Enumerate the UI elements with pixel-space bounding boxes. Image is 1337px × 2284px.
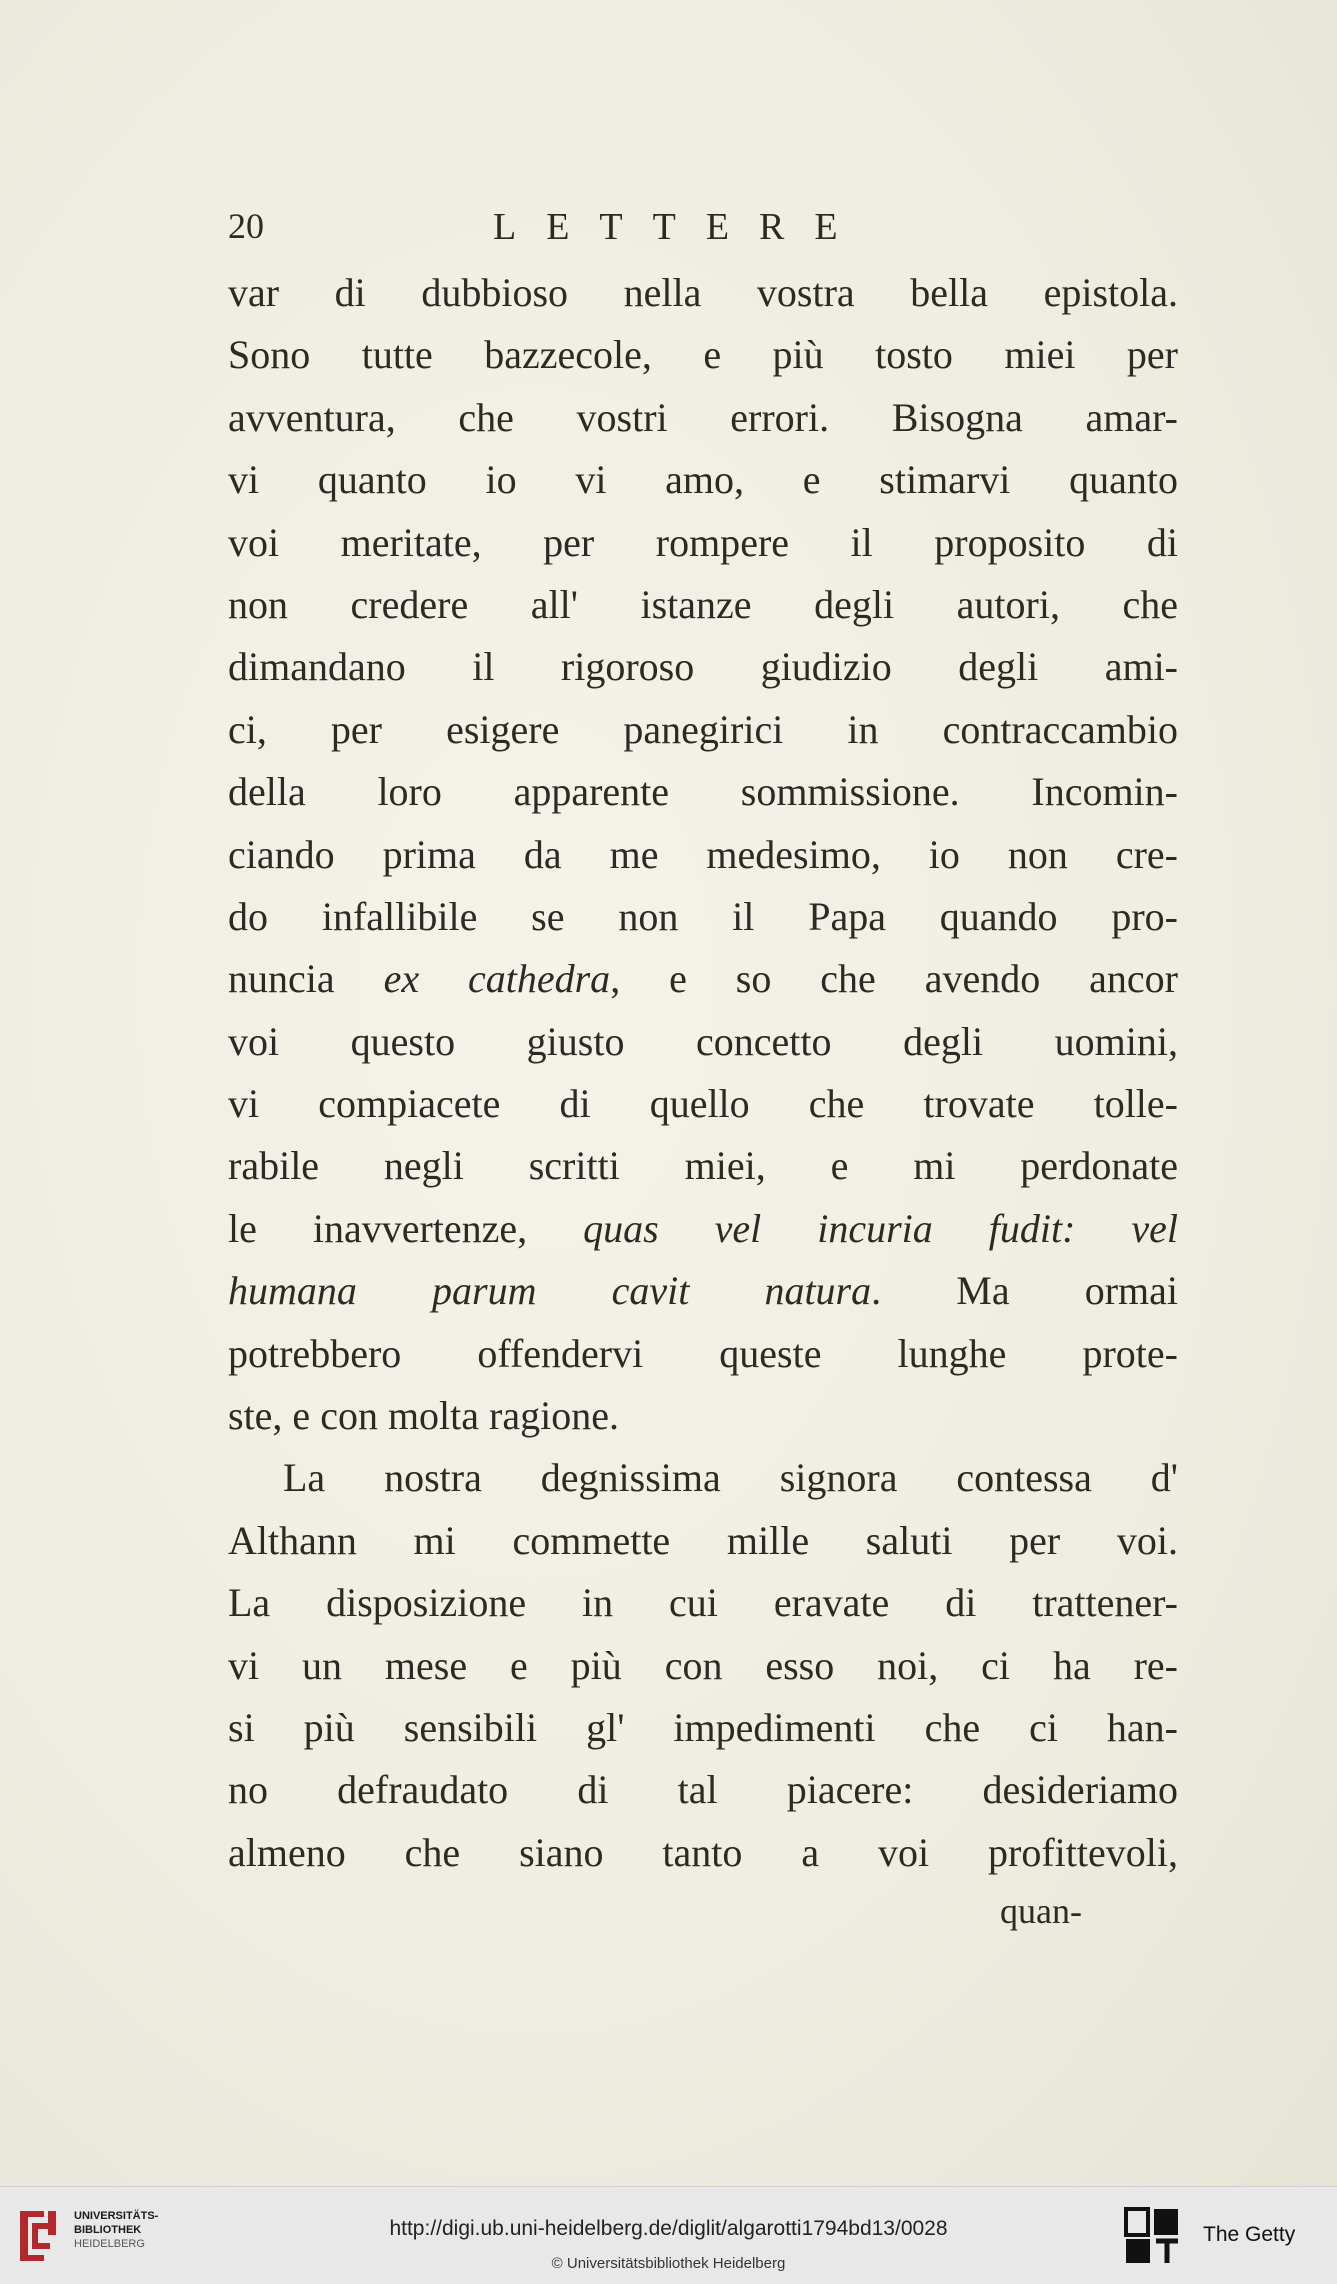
text-line: voi questo giusto concetto degli uomini, [228, 1018, 1178, 1064]
text-line: almeno che siano tanto a voi profittevoli, [228, 1829, 1178, 1875]
text-line: no defraudato di tal piacere: desideriamo [228, 1767, 1178, 1813]
italic-phrase: quas vel incuria fudit: vel [583, 1205, 1179, 1251]
text-line: ste, e con molta ragione. [228, 1393, 619, 1439]
copyright-notice: © Universitätsbibliothek Heidelberg [551, 2255, 786, 2272]
text-line [228, 948, 1178, 1010]
text-line: ci, per esigere panegirici in contraccambio [228, 706, 1178, 752]
getty-logo-icon [1124, 2205, 1182, 2267]
text-line: avventura, che vostri errori. Bisogna amar- [228, 394, 1178, 440]
text-line: do infallibile se non il Papa quando pro- [228, 893, 1178, 939]
text-run: le inavvertenze, [228, 1205, 528, 1251]
page-header [228, 205, 1178, 255]
text-run: nuncia [228, 956, 335, 1002]
text-line: della loro apparente sommissione. Incomin- [228, 769, 1178, 815]
text-line: vi compiacete di quello che trovate tolle- [228, 1081, 1178, 1127]
text-line: La nostra degnissima signora contessa d' [283, 1455, 1178, 1501]
text-line [228, 1198, 1178, 1260]
catchword: quan- [1000, 1891, 1082, 1931]
text-run: , e so che avendo ancor [610, 956, 1178, 1002]
running-title: LETTERE [493, 206, 868, 248]
text-line: var di dubbioso nella vostra bella epistola. [228, 270, 1178, 315]
text-line: Althann mi commette mille saluti per voi. [228, 1517, 1178, 1563]
italic-phrase: humana parum cavit natura [228, 1268, 872, 1314]
partner-name: The Getty [1203, 2223, 1296, 2246]
text-line: La disposizione in cui eravate di trattener- [228, 1580, 1178, 1626]
text-line [228, 1260, 1178, 1322]
text-line: voi meritate, per rompere il proposito di [228, 519, 1178, 565]
page-number: 20 [228, 206, 264, 246]
text-line: vi un mese e più con esso noi, ci ha re- [228, 1642, 1178, 1688]
permalink-url[interactable]: http://digi.ub.uni-heidelberg.de/diglit/algarotti1794bd13/0028 [389, 2217, 948, 2240]
italic-phrase: ex cathedra [383, 956, 611, 1002]
text-line: rabile negli scritti miei, e mi perdonate [228, 1143, 1178, 1189]
text-line: ciando prima da me medesimo, io non cre- [228, 831, 1178, 877]
body-text [228, 262, 1178, 1884]
library-name-line: HEIDELBERG [74, 2238, 145, 2250]
text-line: dimandano il rigoroso giudizio degli ami- [228, 644, 1178, 690]
text-line: potrebbero offendervi queste lunghe prote- [228, 1330, 1178, 1376]
text-line: Sono tutte bazzecole, e più tosto miei per [228, 332, 1178, 378]
text-line: non credere all' istanze degli autori, che [228, 581, 1178, 627]
library-name-line: BIBLIOTHEK [74, 2224, 142, 2236]
text-line: si più sensibili gl' impedimenti che ci han- [228, 1704, 1178, 1750]
viewer-footer [0, 2186, 1337, 2284]
text-run: . Ma ormai [871, 1268, 1178, 1314]
library-name-line: UNIVERSITÄTS- [74, 2210, 159, 2222]
text-line: vi quanto io vi amo, e stimarvi quanto [228, 457, 1178, 503]
